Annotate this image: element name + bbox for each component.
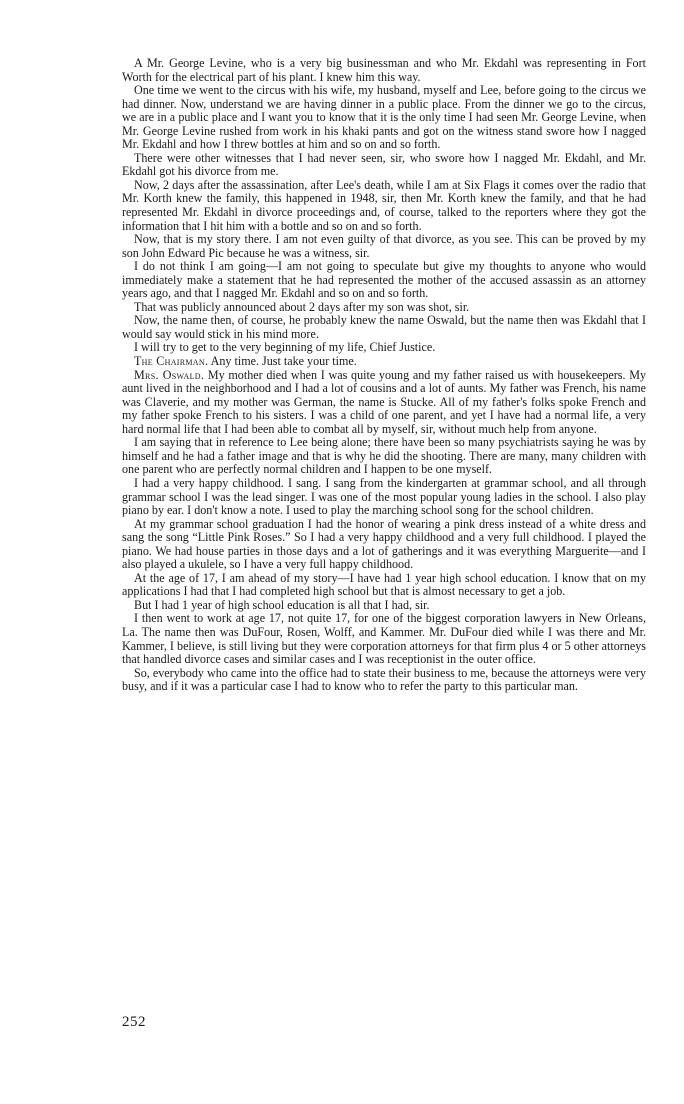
paragraph-text: Any time. Just take your time. [208, 354, 357, 369]
paragraph [122, 436, 646, 477]
paragraph-text: I then went to work at age 17, not quite 17, for one of the biggest corporation lawyers in New Orleans, La. The name then was DuFour, Rosen, Wolff, and Kammer. Mr. DuFour died while I was there and Mr. Kammer, I believe, is still living but they were corporation attorneys for that firm plus 4 or 5 other attorneys that handled divorce cases and similar cases and I was receptionist in the outer office. [122, 611, 646, 667]
paragraph-text: Now, that is my story there. I am not even guilty of that divorce, as you see. This can be proved by my son John Edward Pic because he was a witness, sir. [122, 232, 646, 260]
page-body [122, 57, 646, 694]
paragraph [122, 57, 646, 84]
paragraph-text: My mother died when I was quite young and my father raised us with housekeepers. My aunt lived in the neighborhood and I had a lot of cousins and a lot of aunts. My father was French, his name was Claverie, and my mother was German, the name is Stucke. All of my father's folks spoke French and my father spoke French to his sisters. I was a child of one parent, and yet I have had a normal life, a very hard normal life that I had been able to combat all by myself, sir, without much help from anyone. [122, 367, 646, 436]
paragraph [122, 599, 646, 613]
paragraph-text: I do not think I am going—I am not going to speculate but give my thoughts to anyone who would immediately make a statement that he had represented the mother of the accused assassin as an attorney years ago, and that I nagged Mr. Ekdahl and so on and so forth. [122, 259, 646, 301]
paragraph-text: So, everybody who came into the office had to state their business to me, because the attorneys were very busy, and if it was a particular case I had to know who to refer the party to this particular man. [122, 665, 646, 694]
paragraph-text: Now, the name then, of course, he probably knew the name Oswald, but the name then was Ekdahl that I would say would stick in his mind more. [122, 313, 646, 341]
paragraph [122, 84, 646, 152]
paragraph-text: One time we went to the circus with his wife, my husband, myself and Lee, before going to the circus we had dinner. Now, understand we are having dinner in a public place. From the dinner we go to the circus, we are in a public place and I want you to know that it is the only time I had seen Mr. George Levine, when Mr. George Levine rushed from work in his khaki pants and got on the witness stand swore how I nagged Mr. Ekdahl and how I threw bottles at him and so on and so forth. [122, 83, 646, 152]
paragraph [122, 233, 646, 260]
paragraph-text: But I had 1 year of high school education is all that I had, sir. [134, 597, 430, 612]
speaker-label: Mrs. Oswald. [134, 367, 205, 382]
paragraph-text: That was publicly announced about 2 days after my son was shot, sir. [134, 299, 470, 314]
paragraph [122, 301, 646, 315]
paragraph-text: I had a very happy childhood. I sang. I sang from the kindergarten at grammar school, and all through grammar school I was the lead singer. I was one of the most popular young ladies in the school. I also play piano by ear. I don't know a note. I used to play the marching school song for the school children. [122, 475, 646, 518]
paragraph [122, 572, 646, 599]
paragraph [122, 667, 646, 694]
paragraph-text: There were other witnesses that I had never seen, sir, who swore how I nagged Mr. Ekdahl, and Mr. Ekdahl got his divorce from me. [122, 150, 646, 179]
paragraph [122, 369, 646, 437]
paragraph-text: Now, 2 days after the assassination, after Lee's death, while I am at Six Flags it comes over the radio that Mr. Korth knew the family, this happened in 1948, sir, then Mr. Korth knew the family, and that he had represented Mr. Ekdahl in divorce proceedings and, of course, talked to the reporters where they got the information that I hit him with a bottle and so on and so forth. [122, 177, 646, 233]
paragraph [122, 341, 646, 355]
page-number: 252 [122, 1014, 146, 1030]
paragraph-text: At my grammar school graduation I had the honor of wearing a pink dress instead of a white dress and sang the song “Little Pink Roses.” So I had a very happy childhood and a very full childhood. I played the piano. We had house parties in those days and a lot of gatherings and it was everything Marguerite—and I also played a ukulele, so I have a very full happy childhood. [122, 516, 646, 572]
paragraph-text: A Mr. George Levine, who is a very big businessman and who Mr. Ekdahl was representing in Fort Worth for the electrical part of his plant. I knew him this way. [122, 56, 646, 84]
paragraph [122, 518, 646, 572]
paragraph-text: I will try to get to the very beginning of my life, Chief Justice. [134, 340, 436, 355]
paragraph-text: At the age of 17, I am ahead of my story—I have had 1 year high school education. I know that on my applications I had that I had completed high school but that is almost necessary to get a job. [122, 570, 646, 599]
paragraph [122, 477, 646, 518]
paragraph [122, 355, 646, 369]
paragraph-text: I am saying that in reference to Lee being alone; there have been so many psychiatrists saying he was by himself and he had a father image and that is why he did the shooting. There are many, many children with one parent who are perfectly normal children and I happen to be one myself. [122, 435, 646, 477]
paragraph [122, 612, 646, 666]
paragraph [122, 179, 646, 233]
speaker-label: The Chairman. [134, 354, 209, 369]
paragraph [122, 314, 646, 341]
paragraph [122, 152, 646, 179]
paragraph [122, 260, 646, 301]
